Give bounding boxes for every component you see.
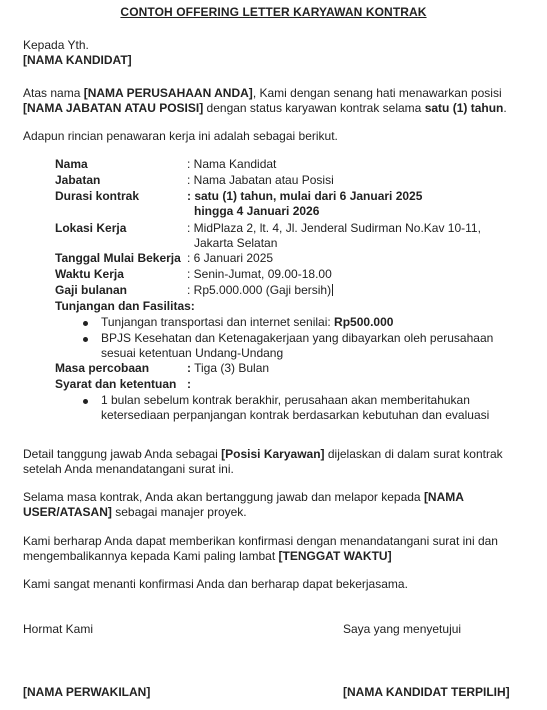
recipient-block — [23, 38, 528, 68]
text-cursor — [332, 284, 333, 296]
bullet-icon — [83, 399, 88, 404]
responsibility-paragraph: Detail tanggung jawab Anda sebagai [Posisi Karyawan] dijelaskan di dalam surat kontrak setelah Anda menandatangani surat ini. — [23, 447, 503, 476]
detail-row-durasi: Durasi kontrak : satu (1) tahun, mulai dari 6 Januari 2025 hingga 4 Januari 2026 — [55, 189, 423, 218]
confirmation-paragraph: Kami berharap Anda dapat memberikan konfirmasi dengan menandatangani surat ini dan mengembalikannya kepada Kami paling lambat [TENGGAT WAKTU] — [23, 534, 498, 563]
sign-right-label: Saya yang menyetujui — [343, 622, 462, 636]
sign-left-label: Hormat Kami — [23, 622, 94, 636]
document-title: CONTOH OFFERING LETTER KARYAWAN KONTRAK — [120, 5, 427, 19]
syarat-list — [55, 393, 535, 423]
sign-right-name: [NAMA KANDIDAT TERPILIH] — [343, 685, 510, 699]
list-item: BPJS Kesehatan dan Ketenagakerjaan yang dibayarkan oleh perusahaan sesuai ketentuan Undang-Undang — [55, 331, 535, 361]
bullet-icon — [83, 337, 88, 342]
detail-row-masa-percobaan: Masa percobaan : Tiga (3) Bulan — [55, 361, 270, 375]
detail-row-gaji: Gaji bulanan : Rp5.000.000 (Gaji bersih) — [55, 283, 332, 297]
closing-paragraph: Kami sangat menanti konfirmasi Anda dan berharap dapat bekerjasama. — [23, 577, 408, 591]
list-item: 1 bulan sebelum kontrak berakhir, perusahaan akan memberitahukan ketersediaan perpanjangan kontrak berdasarkan kebutuhan dan evaluasi — [55, 393, 535, 423]
position-placeholder: [NAMA JABATAN ATAU POSISI] — [23, 101, 204, 115]
bullet-icon — [83, 321, 88, 326]
company-placeholder: [NAMA PERUSAHAAN ANDA] — [83, 86, 253, 100]
detail-row-syarat: Syarat dan ketentuan : — [55, 377, 191, 391]
intro-paragraph: Atas nama [NAMA PERUSAHAAN ANDA], Kami dengan senang hati menawarkan posisi [NAMA JABATAN ATAU POSISI] dengan status karyawan kontrak selama satu (1) tahun. — [23, 86, 507, 115]
details-intro-paragraph: Adapun rincian penawaran kerja ini adalah sebagai berikut. — [23, 129, 338, 143]
detail-row-nama: Nama : Nama Kandidat — [55, 157, 277, 171]
offer-details — [55, 157, 535, 423]
detail-row-waktu-kerja: Waktu Kerja : Senin-Jumat, 09.00-18.00 — [55, 267, 332, 281]
detail-row-jabatan: Jabatan : Nama Jabatan atau Posisi — [55, 173, 334, 187]
recipient-name: [NAMA KANDIDAT] — [23, 53, 132, 67]
reporting-paragraph: Selama masa kontrak, Anda akan bertanggung jawab dan melapor kepada [NAMA USER/ATASAN] sebagai manajer proyek. — [23, 490, 464, 519]
list-item: Tunjangan transportasi dan internet senilai: Rp500.000 — [55, 315, 535, 331]
tunjangan-list — [55, 315, 535, 361]
detail-row-tanggal-mulai: Tanggal Mulai Bekerja : 6 Januari 2025 — [55, 251, 274, 265]
sign-left-name: [NAMA PERWAKILAN] — [23, 685, 151, 699]
recipient-greeting: Kepada Yth. — [23, 38, 89, 52]
detail-row-lokasi: Lokasi Kerja : MidPlaza 2, lt. 4, Jl. Jenderal Sudirman No.Kav 10-11, Jakarta Selatan — [55, 221, 481, 250]
deadline-placeholder: [TENGGAT WAKTU] — [278, 549, 392, 563]
tunjangan-heading: Tunjangan dan Fasilitas: — [55, 299, 195, 313]
contract-duration: satu (1) tahun — [424, 101, 504, 115]
